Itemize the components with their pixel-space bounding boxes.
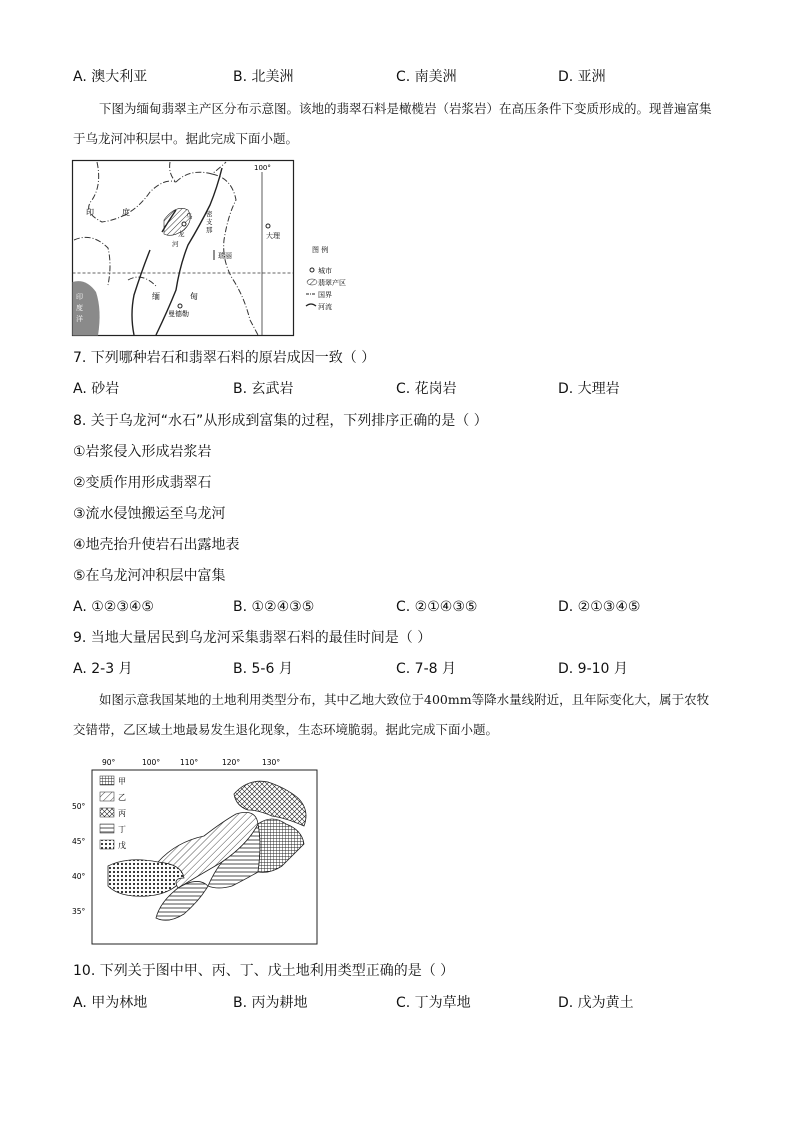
legend-jade: 翡翠产区	[318, 279, 346, 287]
legend-jia: 甲	[118, 777, 126, 786]
prev-option-d: D. 亚洲	[558, 69, 606, 85]
city-marker-mandalay	[178, 304, 182, 308]
tick-left-45: 45°	[72, 837, 86, 846]
map1-legend	[306, 245, 346, 311]
q8-step-2: ②变质作用形成翡翠石	[73, 475, 212, 491]
legend-wu: 戊	[118, 841, 126, 850]
q9-option-b: B. 5-6 月	[233, 661, 293, 677]
q9-option-d: D. 9-10 月	[558, 661, 628, 677]
q10-option-d: D. 戊为黄土	[558, 995, 634, 1011]
tick-top-120: 120°	[222, 758, 241, 767]
label-ocean-3: 洋	[76, 315, 83, 323]
label-wulong-3: 河	[172, 240, 179, 248]
label-mogaung-1: 密	[206, 210, 213, 218]
legend-river-symbol	[306, 304, 316, 306]
tick-top-100: 100°	[142, 758, 161, 767]
longitude-label: 100°	[254, 164, 271, 172]
label-dali: 大理	[266, 232, 280, 240]
q8-stem: 8. 关于乌龙河“水石”从形成到富集的过程，下列排序正确的是（ ）	[73, 413, 488, 429]
label-india-2: 度	[122, 208, 130, 217]
q9-stem: 9. 当地大量居民到乌龙河采集翡翠石料的最佳时间是（ ）	[73, 630, 432, 646]
legend-title: 图 例	[312, 246, 329, 254]
legend-city-symbol	[310, 268, 314, 272]
q7-option-d: D. 大理岩	[558, 381, 620, 397]
q8-step-4: ④地壳抬升使岩石出露地表	[73, 537, 240, 553]
label-ocean-1: 印	[76, 293, 83, 301]
q7-option-a: A. 砂岩	[73, 381, 120, 397]
city-marker-mogaung	[182, 222, 186, 226]
land-use-map	[72, 754, 320, 946]
q8-step-5: ⑤在乌龙河冲积层中富集	[73, 568, 226, 584]
q8-option-c: C. ②①④③⑤	[396, 599, 478, 615]
legend-jade-symbol	[307, 279, 317, 285]
legend-yi-swatch	[100, 792, 114, 801]
q9-option-c: C. 7-8 月	[396, 661, 456, 677]
legend-bing: 丙	[118, 809, 126, 818]
label-mogaung-3: 那	[206, 226, 213, 234]
legend-river: 河流	[318, 303, 332, 311]
jade-distribution-map	[72, 160, 346, 336]
q9-option-a: A. 2-3 月	[73, 661, 133, 677]
legend-border: 国界	[318, 291, 332, 299]
tick-left-35: 35°	[72, 907, 86, 916]
q8-option-b: B. ①②④③⑤	[233, 599, 315, 615]
passage-land-use: 如图示意我国某地的土地利用类型分布，其中乙地大致位于400mm等降水量线附近，且年际变化大，属于农牧交错带，乙区域土地最易发生退化现象，生态环境脆弱。据此完成下面小题。	[73, 692, 710, 737]
tick-left-50: 50°	[72, 802, 86, 811]
legend-ding-swatch	[100, 824, 114, 833]
legend-bing-swatch	[100, 808, 114, 817]
tick-top-90: 90°	[102, 758, 116, 767]
prev-option-a: A. 澳大利亚	[73, 69, 148, 85]
prev-option-b: B. 北美洲	[233, 69, 294, 85]
q8-option-d: D. ②①③④⑤	[558, 599, 641, 615]
legend-city: 城市	[318, 267, 332, 275]
legend-wu-swatch	[100, 840, 114, 849]
label-mandalay: 曼德勒	[168, 310, 189, 318]
label-ruili: 瑞丽	[218, 252, 232, 260]
q10-option-b: B. 丙为耕地	[233, 995, 308, 1011]
q7-stem: 7. 下列哪种岩石和翡翠石料的原岩成因一致（ ）	[73, 350, 376, 366]
label-myanmar-1: 缅	[152, 292, 160, 301]
q7-option-b: B. 玄武岩	[233, 381, 294, 397]
q10-option-c: C. 丁为草地	[396, 995, 471, 1011]
legend-ding: 丁	[118, 825, 126, 834]
label-wulong-2: 龙	[178, 230, 185, 238]
tick-top-110: 110°	[180, 758, 199, 767]
q8-step-3: ③流水侵蚀搬运至乌龙河	[73, 506, 226, 522]
legend-yi: 乙	[118, 793, 126, 802]
q10-option-a: A. 甲为林地	[73, 995, 148, 1011]
label-india-1: 印	[86, 208, 94, 217]
label-wulong-1: 乌	[186, 212, 193, 220]
passage-jade: 下图为缅甸翡翠主产区分布示意图。该地的翡翠石料是橄榄岩（岩浆岩）在高压条件下变质形成的。现普遍富集于乌龙河冲积层中。据此完成下面小题。	[73, 101, 712, 146]
legend-jia-swatch	[100, 776, 114, 785]
label-ocean-2: 度	[76, 304, 83, 312]
tick-top-130: 130°	[262, 758, 281, 767]
q10-stem: 10. 下列关于图中甲、丙、丁、戊土地利用类型正确的是（ ）	[73, 963, 455, 979]
label-mogaung-2: 支	[206, 218, 213, 226]
city-marker-dali	[266, 224, 270, 228]
label-myanmar-2: 甸	[190, 292, 198, 301]
prev-option-c: C. 南美洲	[396, 69, 457, 85]
q8-option-a: A. ①②③④⑤	[73, 599, 154, 615]
tick-left-40: 40°	[72, 872, 86, 881]
q7-option-c: C. 花岗岩	[396, 381, 457, 397]
q8-step-1: ①岩浆侵入形成岩浆岩	[73, 444, 212, 460]
